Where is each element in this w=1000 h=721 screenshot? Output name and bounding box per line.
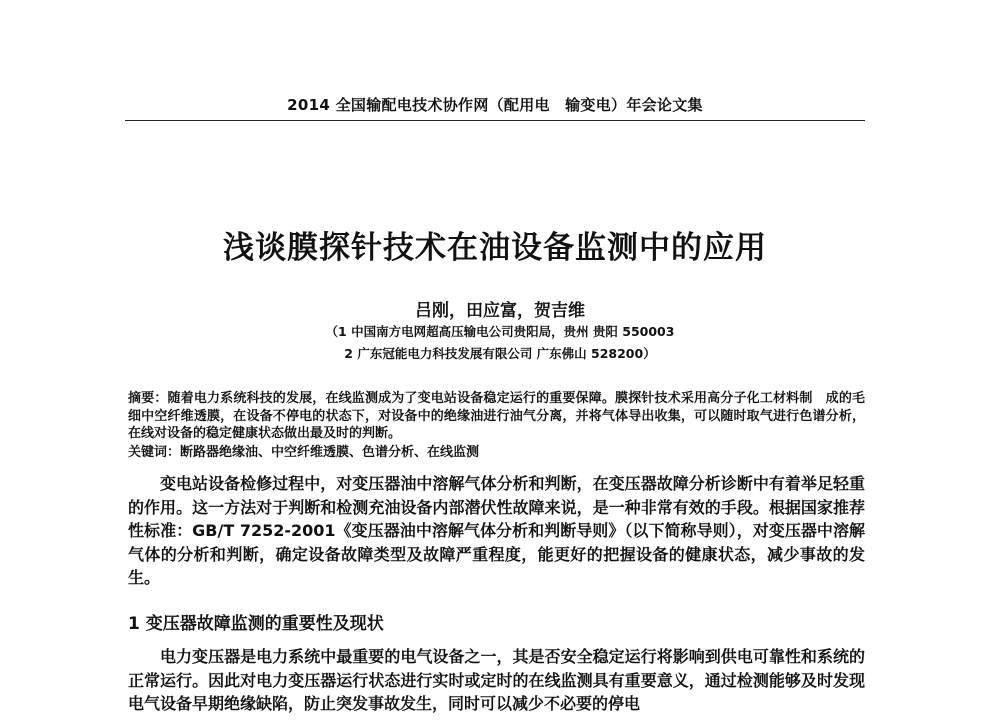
section-1-heading: 1 变压器故障监测的重要性及现状 — [128, 614, 384, 634]
keywords-label: 关键词： — [128, 445, 181, 460]
intro-paragraph: 变电站设备检修过程中，对变压器油中溶解气体分析和判断，在变压器故障分析诊断中有着举足轻重的作用。这一方法对于判断和检测充油设备内部潜伏性故障来说，是一种非常有效的手段。根据国家推荐性标准：GB/T 7252-2001《变压器油中溶解气体分析和判断导则》（以下简称导则），对变压器中溶解气体的分析和判断，确定设备故障类型及故障严重程度，能更好的把握设备的健康状态，减少事故的发生。 — [128, 474, 865, 587]
header-divider — [125, 120, 865, 121]
keywords — [128, 444, 865, 462]
running-header: 2014 全国输配电技术协作网（配用电 输变电）年会论文集 — [287, 96, 703, 114]
section-1-paragraph: 电力变压器是电力系统中最重要的电气设备之一，其是否安全稳定运行将影响到供电可靠性和系统的正常运行。因此对电力变压器运行状态进行实时或定时的在线监测具有重要意义，通过检测能够及时发现电气设备早期绝缘缺陷，防止突发事故发生，同时可以减少不必要的停电 — [128, 647, 865, 713]
abstract-text: 随着电力系统科技的发展，在线监测成为了变电站设备稳定运行的重要保障。膜探针技术采用高分子化工材料制 成的毛细中空纤维透膜，在设备不停电的状态下，对设备中的绝缘油进行油气分离，并将气体导出收集，可以随时取气进行色谱分析，在线对设备的稳定健康状态做出最及时的判断。 — [128, 391, 865, 441]
paper-authors: 吕刚，田应富，贺吉维 — [415, 301, 585, 321]
keywords-text: 断路器绝缘油、中空纤维透膜、色谱分析、在线监测 — [180, 445, 480, 460]
affiliation-1: （1 中国南方电网超高压输电公司贵阳局，贵州 贵阳 550003 — [325, 324, 675, 339]
abstract — [128, 390, 865, 443]
affiliation-2: 2 广东冠能电力科技发展有限公司 广东佛山 528200） — [344, 346, 656, 361]
abstract-label: 摘要： — [128, 391, 168, 406]
paper-title: 浅谈膜探针技术在油设备监测中的应用 — [223, 230, 767, 266]
